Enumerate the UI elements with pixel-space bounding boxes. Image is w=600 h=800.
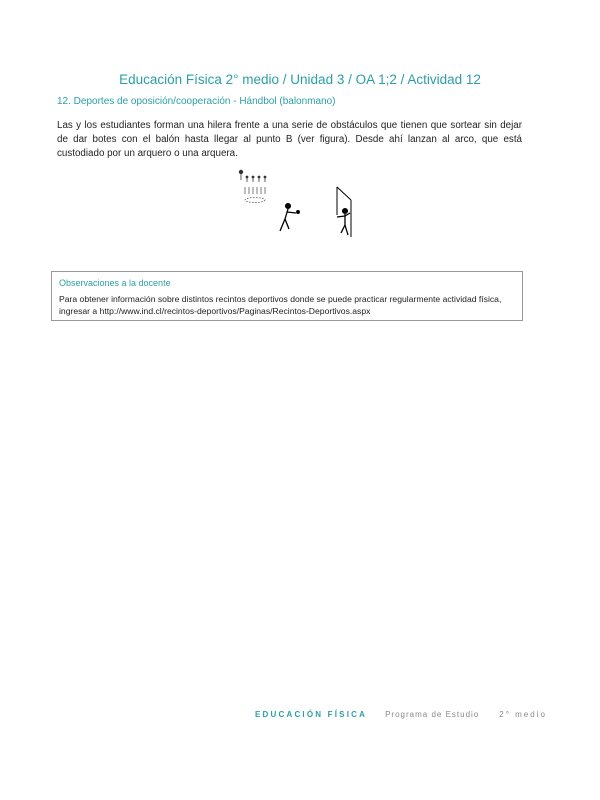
- teacher-observations-box: [51, 271, 523, 321]
- page-title: Educación Física 2° medio / Unidad 3 / OA 1;2 / Actividad 12: [119, 72, 481, 87]
- player-shooting-icon: [280, 204, 299, 231]
- footer-program: Programa de Estudio: [385, 710, 480, 719]
- goalkeeper-goal-icon: [337, 187, 351, 237]
- observations-text: Para obtener información sobre distintos recintos deportivos donde se puede practicar regularmente actividad física, ingresar a http://www.ind.cl/recintos-deportivos/Paginas/Recintos-Deportivos.aspx: [59, 294, 502, 316]
- activity-subtitle: 12. Deportes de oposición/cooperación - Hándbol (balonmano): [57, 96, 336, 107]
- obstacles-icon: [245, 187, 265, 203]
- page-footer: [255, 710, 547, 719]
- footer-grade: 2° medio: [499, 710, 547, 719]
- footer-subject: EDUCACIÓN FÍSICA: [255, 710, 368, 719]
- activity-description: Las y los estudiantes forman una hilera frente a una serie de obstáculos que tienen que sortear sin dejar de dar botes con el balón hasta llegar al punto B (ver figura). Desde ahí lanzan al arco, que está custodiado por un arquero o una arquera.: [57, 120, 522, 159]
- players-queue-icon: [239, 170, 266, 182]
- activity-figure: [225, 165, 375, 240]
- observations-title: Observaciones a la docente: [59, 278, 171, 288]
